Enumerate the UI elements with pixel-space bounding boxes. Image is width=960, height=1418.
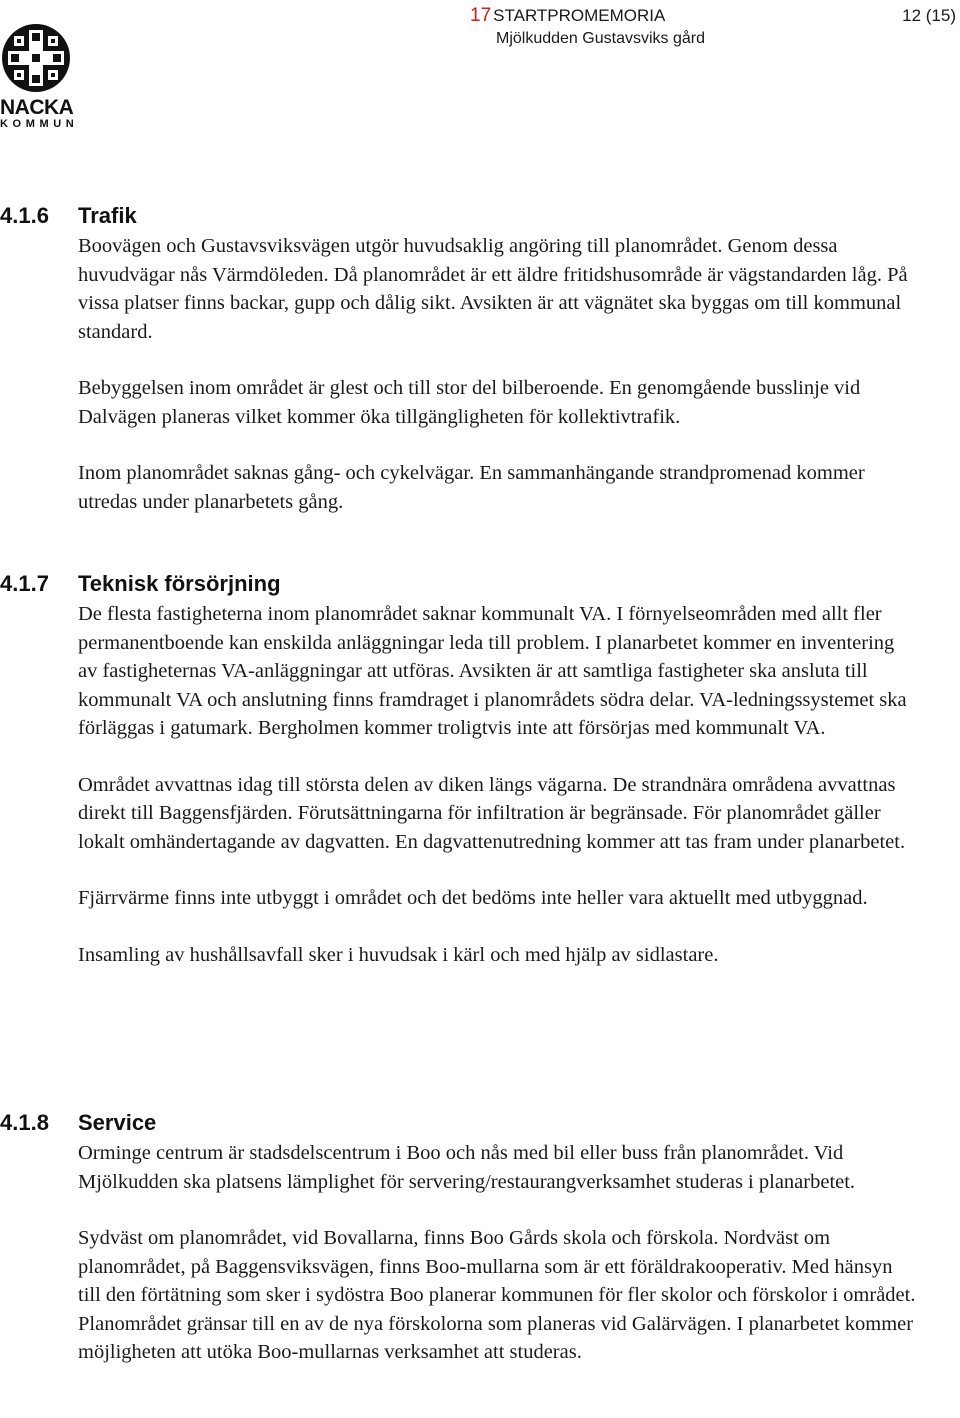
- paragraph: Boovägen och Gustavsviksvägen utgör huvudsaklig angöring till planområdet. Genom dessa huvudvägar nås Värmdöleden. Då planområdet är ett äldre fritidshusområde är vägstandarden låg. På vissa platser finns backar, gupp och dålig sikt. Avsikten är att vägnätet ska byggas om till kommunal standard.: [78, 235, 908, 343]
- nacka-emblem-icon: [0, 22, 72, 94]
- paragraph: Fjärrvärme finns inte utbyggt i området och det bedöms inte heller vara aktuellt med utbyggnad.: [78, 887, 868, 909]
- page-header: [470, 4, 956, 50]
- document-number: 17: [470, 5, 492, 26]
- header-line: [470, 4, 956, 28]
- page-number: 12 (15): [902, 6, 956, 25]
- document-subtitle: Mjölkudden Gustavsviks gård: [496, 30, 705, 47]
- section-heading: [0, 1109, 930, 1139]
- paragraph: Orminge centrum är stadsdelscentrum i Boo och nås med bil eller buss från planområdet. Vid Mjölkudden ska platsens lämplighet för servering/restaurangverksamhet studeras i planarbetet.: [78, 1142, 856, 1193]
- paragraph: Sydväst om planområdet, vid Bovallarna, finns Boo Gårds skola och förskola. Nordväst om planområdet, på Baggensviksvägen, finns Boo-mullarna som är ett föräldrakooperativ. Med hänsyn till den förtätning som sker i sydöstra Boo planerar kommunen för fler skolor och förskolor i området. Planområdet gränsar till en av de nya förskolorna som planeras vid Galärvägen. I planarbetet kommer möjligheten att utöka Boo-mullarnas verksamhet att studeras.: [78, 1227, 916, 1363]
- paragraph: Området avvattnas idag till största delen av diken längs vägarna. De strandnära områdena avvattnas direkt till Baggensfjärden. Förutsättningarna för infiltration är begränsade. För planområdet gäller lokalt omhändertagande av dagvatten. En dagvattenutredning kommer att tas fram under planarbetet.: [78, 773, 906, 853]
- section-title: Service: [78, 1110, 157, 1135]
- logo-name: NACKA: [0, 96, 74, 119]
- paragraph: Insamling av hushållsavfall sker i huvudsak i kärl och med hjälp av sidlastare.: [78, 943, 719, 966]
- nacka-logo: [0, 22, 79, 130]
- paragraph: Inom planområdet saknas gång- och cykelvägar. En sammanhängande strandpromenad kommer utredas under planarbetets gång.: [78, 462, 865, 513]
- section-heading: [0, 202, 930, 232]
- section-number: 4.1.6: [0, 203, 49, 228]
- section-service: [0, 1109, 930, 1395]
- section-number: 4.1.7: [0, 571, 49, 596]
- section-number: 4.1.8: [0, 1110, 49, 1135]
- section-title: Trafik: [78, 203, 137, 228]
- section-trafik: [0, 202, 930, 544]
- section-teknisk-forsorjning: [0, 570, 930, 997]
- section-heading: [0, 570, 930, 600]
- logo-subtitle: KOMMUN: [0, 118, 79, 130]
- paragraph: Bebyggelsen inom området är glest och till stor del bilberoende. En genomgående busslinje vid Dalvägen planeras vilket kommer öka tillgängligheten för kollektivtrafik.: [78, 377, 861, 428]
- section-title: Teknisk försörjning: [78, 571, 281, 596]
- document-type: STARTPROMEMORIA: [493, 6, 666, 25]
- paragraph: De flesta fastigheterna inom planområdet saknar kommunalt VA. I förnyelseområden med allt fler permanentboende kan enskilda anläggningar leda till problem. I planarbetet kommer en inventering av fastigheternas VA-anläggningar att utföras. Avsikten är att samtliga fastigheter ska ansluta till kommunalt VA och anslutning finns framdraget i planområdets södra delar. VA-ledningssystemet ska förläggas i gatumark. Bergholmen kommer troligtvis inte att försörjas med kommunalt VA.: [78, 603, 907, 739]
